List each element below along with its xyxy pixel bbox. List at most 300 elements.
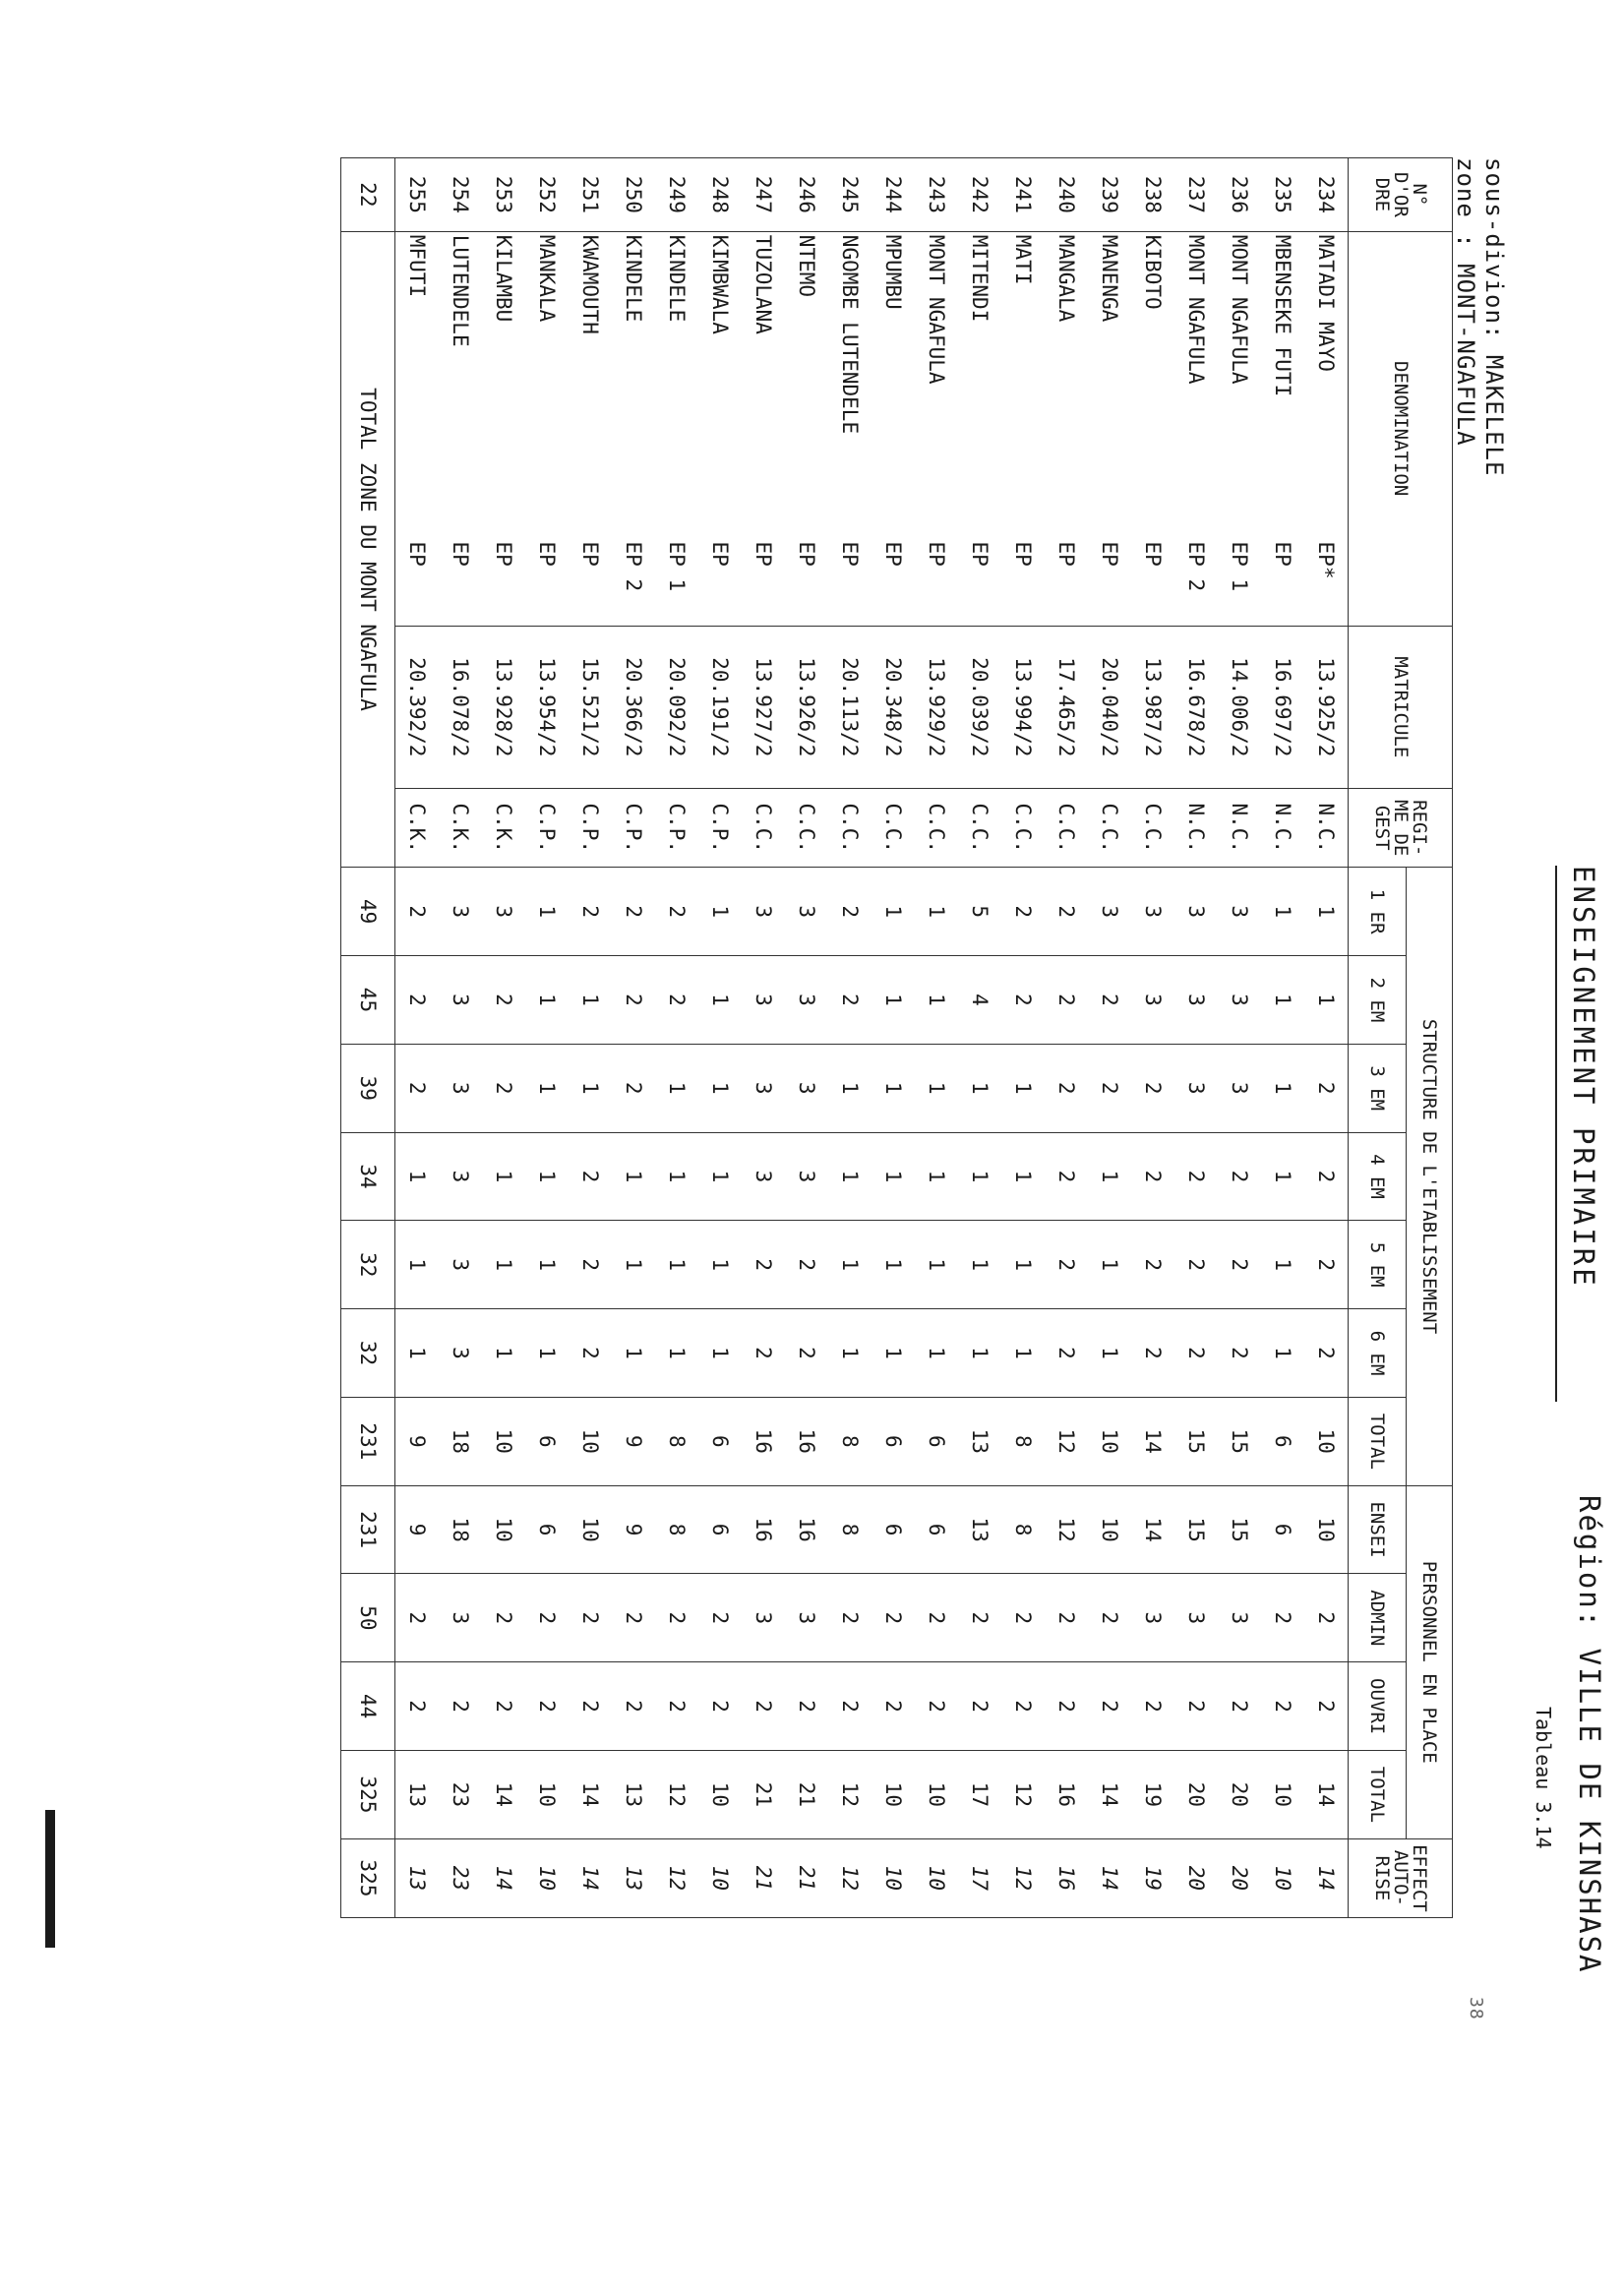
school-name: KIMBWALA [708, 234, 732, 334]
cell-denomination [525, 231, 569, 626]
cell-effectif: 12 [1001, 1838, 1045, 1917]
col-header-personnel-total: TOTAL [1349, 1751, 1407, 1839]
cell-denomination [1218, 231, 1261, 626]
total-6em: 32 [341, 1309, 395, 1398]
table-row [872, 158, 915, 1918]
school-type: EP* [1314, 541, 1338, 579]
cell-3em: 3 [1218, 1044, 1261, 1132]
cell-effectif: 12 [828, 1838, 872, 1917]
cell-num: 242 [958, 158, 1001, 232]
cell-5em: 2 [1131, 1221, 1174, 1309]
cell-num: 252 [525, 158, 569, 232]
cell-6em: 2 [1174, 1309, 1218, 1398]
cell-structure-total: 15 [1218, 1397, 1261, 1485]
cell-5em: 1 [698, 1221, 742, 1309]
cell-1er: 1 [1304, 868, 1349, 956]
school-name: MBENSEKE FUTI [1271, 234, 1294, 397]
col-header-structure-total: TOTAL [1349, 1397, 1407, 1485]
cell-ouvri: 2 [569, 1662, 612, 1751]
cell-ensei: 15 [1174, 1485, 1218, 1574]
cell-2em: 1 [569, 956, 612, 1045]
cell-admin: 2 [915, 1574, 958, 1662]
cell-6em: 2 [1131, 1309, 1174, 1398]
cell-4em: 1 [1001, 1132, 1045, 1221]
cell-denomination [872, 231, 915, 626]
cell-4em: 1 [395, 1132, 440, 1221]
cell-num: 253 [482, 158, 525, 232]
cell-regime: C.C. [828, 789, 872, 868]
cell-num: 248 [698, 158, 742, 232]
cell-regime: C.C. [872, 789, 915, 868]
cell-5em: 1 [958, 1221, 1001, 1309]
school-type: EP [449, 541, 472, 567]
cell-ouvri: 2 [395, 1662, 440, 1751]
cell-6em: 1 [915, 1309, 958, 1398]
school-name: KIBOTO [1141, 234, 1165, 310]
cell-matricule: 15.521/2 [569, 626, 612, 789]
cell-ouvri: 2 [1045, 1662, 1088, 1751]
school-name: KILAMBU [492, 234, 515, 323]
region-label: Région: VILLE DE KINSHASA [1573, 1495, 1606, 1974]
school-type: EP [1271, 541, 1294, 567]
cell-personnel-total: 13 [612, 1751, 655, 1839]
school-type: EP [1141, 541, 1165, 567]
cell-3em: 1 [655, 1044, 698, 1132]
cell-ouvri: 2 [958, 1662, 1001, 1751]
cell-matricule: 20.366/2 [612, 626, 655, 789]
cell-effectif: 12 [655, 1838, 698, 1917]
col-header-6em: 6 EM [1349, 1309, 1407, 1398]
cell-1er: 3 [785, 868, 828, 956]
cell-4em: 2 [1045, 1132, 1088, 1221]
school-type: EP 1 [665, 541, 689, 592]
cell-admin: 2 [569, 1574, 612, 1662]
totals-row [341, 158, 395, 1918]
cell-ensei: 10 [482, 1485, 525, 1574]
col-header-structure: STRUCTURE DE L'ETABLISSEMENT [1407, 868, 1453, 1485]
cell-regime: C.C. [785, 789, 828, 868]
cell-2em: 3 [439, 956, 482, 1045]
col-header-matricule: MATRICULE [1349, 626, 1453, 789]
cell-denomination [1174, 231, 1218, 626]
cell-2em: 1 [525, 956, 569, 1045]
total-label: TOTAL ZONE DU MONT NGAFULA [341, 231, 395, 868]
school-name: NTEMO [795, 234, 818, 298]
cell-personnel-total: 12 [655, 1751, 698, 1839]
scan-edge-mark [45, 1810, 55, 1948]
school-name: TUZOLANA [752, 234, 775, 334]
cell-matricule: 20.092/2 [655, 626, 698, 789]
cell-4em: 3 [785, 1132, 828, 1221]
table-row [785, 158, 828, 1918]
cell-effectif: 10 [872, 1838, 915, 1917]
cell-structure-total: 9 [395, 1397, 440, 1485]
cell-regime: N.C. [1304, 789, 1349, 868]
cell-effectif: 16 [1045, 1838, 1088, 1917]
cell-num: 255 [395, 158, 440, 232]
col-header-num: N° D'OR DRE [1349, 158, 1453, 232]
cell-6em: 1 [1261, 1309, 1304, 1398]
cell-3em: 2 [482, 1044, 525, 1132]
school-name: MONT NGAFULA [925, 234, 948, 385]
school-name: KINDELE [665, 234, 689, 323]
cell-structure-total: 14 [1131, 1397, 1174, 1485]
cell-admin: 2 [698, 1574, 742, 1662]
cell-matricule: 13.925/2 [1304, 626, 1349, 789]
cell-3em: 1 [698, 1044, 742, 1132]
cell-regime: C.P. [569, 789, 612, 868]
cell-ouvri: 2 [742, 1662, 785, 1751]
total-3em: 39 [341, 1044, 395, 1132]
cell-matricule: 13.954/2 [525, 626, 569, 789]
school-name: MATADI MAYO [1314, 234, 1338, 372]
cell-6em: 2 [742, 1309, 785, 1398]
cell-1er: 3 [1088, 868, 1131, 956]
cell-num: 247 [742, 158, 785, 232]
school-name: LUTENDELE [449, 234, 472, 347]
cell-regime: C.C. [1001, 789, 1045, 868]
cell-admin: 3 [1218, 1574, 1261, 1662]
school-type: EP [752, 541, 775, 567]
school-type: EP 2 [1184, 541, 1208, 592]
cell-1er: 2 [828, 868, 872, 956]
cell-5em: 2 [1218, 1221, 1261, 1309]
cell-regime: C.P. [698, 789, 742, 868]
cell-ensei: 10 [1088, 1485, 1131, 1574]
cell-4em: 3 [742, 1132, 785, 1221]
cell-6em: 1 [612, 1309, 655, 1398]
cell-regime: N.C. [1261, 789, 1304, 868]
cell-admin: 3 [1174, 1574, 1218, 1662]
cell-ensei: 8 [655, 1485, 698, 1574]
cell-effectif: 13 [612, 1838, 655, 1917]
table-row [1088, 158, 1131, 1918]
cell-matricule: 13.928/2 [482, 626, 525, 789]
cell-matricule: 13.927/2 [742, 626, 785, 789]
cell-5em: 1 [525, 1221, 569, 1309]
col-header-ensei: ENSEI [1349, 1485, 1407, 1574]
cell-6em: 1 [525, 1309, 569, 1398]
table-row [1304, 158, 1349, 1918]
cell-denomination [1261, 231, 1304, 626]
total-admin: 50 [341, 1574, 395, 1662]
zone-label: zone : MONT-NGAFULA [1452, 157, 1479, 447]
cell-matricule: 20.392/2 [395, 626, 440, 789]
cell-effectif: 19 [1131, 1838, 1174, 1917]
cell-regime: C.P. [655, 789, 698, 868]
school-type: EP [492, 541, 515, 567]
cell-effectif: 14 [1088, 1838, 1131, 1917]
school-type: EP [578, 541, 602, 567]
cell-structure-total: 6 [872, 1397, 915, 1485]
col-header-ouvri: OUVRI [1349, 1662, 1407, 1751]
table-row [1045, 158, 1088, 1918]
cell-num: 235 [1261, 158, 1304, 232]
total-5em: 32 [341, 1221, 395, 1309]
cell-ensei: 6 [698, 1485, 742, 1574]
cell-effectif: 23 [439, 1838, 482, 1917]
cell-4em: 1 [958, 1132, 1001, 1221]
cell-regime: N.C. [1218, 789, 1261, 868]
cell-denomination [958, 231, 1001, 626]
cell-admin: 2 [872, 1574, 915, 1662]
cell-ouvri: 2 [872, 1662, 915, 1751]
cell-personnel-total: 16 [1045, 1751, 1088, 1839]
cell-structure-total: 15 [1174, 1397, 1218, 1485]
table-reference: Tableau 3.14 [1532, 1707, 1555, 1849]
cell-4em: 1 [1088, 1132, 1131, 1221]
cell-4em: 2 [1131, 1132, 1174, 1221]
cell-regime: C.C. [742, 789, 785, 868]
cell-1er: 2 [1045, 868, 1088, 956]
col-header-regime: REGI- ME DE GEST [1349, 789, 1453, 868]
cell-4em: 1 [1261, 1132, 1304, 1221]
school-name: NGOMBE LUTENDELE [838, 234, 862, 435]
cell-personnel-total: 13 [395, 1751, 440, 1839]
cell-regime: C.C. [1045, 789, 1088, 868]
cell-personnel-total: 17 [958, 1751, 1001, 1839]
school-type: EP 2 [622, 541, 645, 592]
total-4em: 34 [341, 1132, 395, 1221]
cell-denomination [612, 231, 655, 626]
cell-ensei: 10 [1304, 1485, 1349, 1574]
cell-2em: 2 [395, 956, 440, 1045]
cell-matricule: 17.465/2 [1045, 626, 1088, 789]
table-row [742, 158, 785, 1918]
document-title: ENSEIGNEMENT PRIMAIRE [1567, 866, 1600, 1289]
cell-1er: 1 [915, 868, 958, 956]
table-row [612, 158, 655, 1918]
cell-6em: 1 [1001, 1309, 1045, 1398]
col-header-personnel: PERSONNEL EN PLACE [1407, 1485, 1453, 1838]
cell-6em: 1 [1088, 1309, 1131, 1398]
cell-ensei: 14 [1131, 1485, 1174, 1574]
cell-denomination [395, 231, 440, 626]
cell-ouvri: 2 [439, 1662, 482, 1751]
table-body [341, 158, 1349, 1918]
cell-2em: 1 [698, 956, 742, 1045]
school-type: EP [925, 541, 948, 567]
cell-personnel-total: 10 [698, 1751, 742, 1839]
cell-ensei: 6 [872, 1485, 915, 1574]
cell-ouvri: 2 [612, 1662, 655, 1751]
cell-4em: 1 [612, 1132, 655, 1221]
cell-structure-total: 6 [525, 1397, 569, 1485]
cell-3em: 1 [915, 1044, 958, 1132]
cell-personnel-total: 10 [915, 1751, 958, 1839]
cell-ouvri: 2 [525, 1662, 569, 1751]
cell-2em: 2 [655, 956, 698, 1045]
cell-ouvri: 2 [1218, 1662, 1261, 1751]
cell-3em: 1 [525, 1044, 569, 1132]
school-name: MANKALA [535, 234, 559, 323]
table-row [1261, 158, 1304, 1918]
cell-2em: 3 [785, 956, 828, 1045]
col-header-effectif: EFFECT AUTO- RISE [1349, 1838, 1453, 1917]
cell-3em: 1 [569, 1044, 612, 1132]
cell-6em: 2 [569, 1309, 612, 1398]
cell-1er: 3 [482, 868, 525, 956]
cell-5em: 2 [785, 1221, 828, 1309]
cell-ouvri: 2 [1304, 1662, 1349, 1751]
cell-1er: 2 [655, 868, 698, 956]
school-type: EP [968, 541, 992, 567]
total-ensei: 231 [341, 1485, 395, 1574]
cell-2em: 3 [1174, 956, 1218, 1045]
cell-admin: 2 [1304, 1574, 1349, 1662]
cell-regime: N.C. [1174, 789, 1218, 868]
table-row [915, 158, 958, 1918]
cell-1er: 2 [569, 868, 612, 956]
cell-matricule: 20.113/2 [828, 626, 872, 789]
cell-ensei: 6 [525, 1485, 569, 1574]
cell-4em: 3 [439, 1132, 482, 1221]
cell-1er: 2 [612, 868, 655, 956]
cell-denomination [439, 231, 482, 626]
cell-personnel-total: 12 [1001, 1751, 1045, 1839]
cell-ouvri: 2 [482, 1662, 525, 1751]
cell-effectif: 14 [1304, 1838, 1349, 1917]
cell-structure-total: 10 [482, 1397, 525, 1485]
table-row [482, 158, 525, 1918]
cell-1er: 1 [872, 868, 915, 956]
cell-personnel-total: 14 [482, 1751, 525, 1839]
cell-effectif: 10 [915, 1838, 958, 1917]
cell-denomination [1001, 231, 1045, 626]
cell-structure-total: 18 [439, 1397, 482, 1485]
cell-regime: C.C. [958, 789, 1001, 868]
cell-personnel-total: 14 [1088, 1751, 1131, 1839]
cell-matricule: 20.191/2 [698, 626, 742, 789]
cell-regime: C.C. [915, 789, 958, 868]
cell-2em: 3 [1218, 956, 1261, 1045]
cell-denomination [1088, 231, 1131, 626]
cell-denomination [569, 231, 612, 626]
cell-3em: 1 [872, 1044, 915, 1132]
cell-5em: 1 [915, 1221, 958, 1309]
table-row [395, 158, 440, 1918]
cell-ensei: 16 [742, 1485, 785, 1574]
cell-regime: C.C. [1131, 789, 1174, 868]
cell-5em: 1 [828, 1221, 872, 1309]
cell-structure-total: 9 [612, 1397, 655, 1485]
cell-num: 244 [872, 158, 915, 232]
total-1er: 49 [341, 868, 395, 956]
cell-effectif: 21 [785, 1838, 828, 1917]
cell-2em: 2 [828, 956, 872, 1045]
cell-personnel-total: 10 [1261, 1751, 1304, 1839]
school-name: KINDELE [622, 234, 645, 323]
total-structure-total: 231 [341, 1397, 395, 1485]
cell-3em: 2 [395, 1044, 440, 1132]
cell-matricule: 16.697/2 [1261, 626, 1304, 789]
cell-4em: 1 [525, 1132, 569, 1221]
cell-personnel-total: 10 [872, 1751, 915, 1839]
cell-1er: 3 [1174, 868, 1218, 956]
cell-admin: 2 [1045, 1574, 1088, 1662]
cell-ouvri: 2 [828, 1662, 872, 1751]
cell-denomination [742, 231, 785, 626]
school-name: KWAMOUTH [578, 234, 602, 334]
cell-num: 254 [439, 158, 482, 232]
cell-effectif: 14 [569, 1838, 612, 1917]
cell-1er: 1 [1261, 868, 1304, 956]
school-type: EP [838, 541, 862, 567]
table-row [828, 158, 872, 1918]
cell-structure-total: 13 [958, 1397, 1001, 1485]
cell-effectif: 10 [1261, 1838, 1304, 1917]
cell-structure-total: 6 [698, 1397, 742, 1485]
cell-admin: 2 [482, 1574, 525, 1662]
cell-structure-total: 16 [742, 1397, 785, 1485]
cell-effectif: 20 [1174, 1838, 1218, 1917]
cell-regime: C.P. [612, 789, 655, 868]
school-type: EP [405, 541, 429, 567]
cell-num: 245 [828, 158, 872, 232]
cell-2em: 4 [958, 956, 1001, 1045]
cell-5em: 1 [655, 1221, 698, 1309]
cell-1er: 3 [1218, 868, 1261, 956]
cell-num: 236 [1218, 158, 1261, 232]
cell-effectif: 21 [742, 1838, 785, 1917]
cell-4em: 1 [915, 1132, 958, 1221]
col-header-1er: 1 ER [1349, 868, 1407, 956]
cell-matricule: 13.929/2 [915, 626, 958, 789]
cell-effectif: 17 [958, 1838, 1001, 1917]
cell-5em: 1 [1088, 1221, 1131, 1309]
cell-ensei: 6 [915, 1485, 958, 1574]
cell-4em: 2 [1174, 1132, 1218, 1221]
total-personnel-total: 325 [341, 1751, 395, 1839]
cell-2em: 2 [1088, 956, 1131, 1045]
cell-ensei: 15 [1218, 1485, 1261, 1574]
school-name: MONT NGAFULA [1228, 234, 1251, 385]
total-ouvri: 44 [341, 1662, 395, 1751]
cell-regime: C.K. [482, 789, 525, 868]
cell-admin: 2 [828, 1574, 872, 1662]
cell-effectif: 20 [1218, 1838, 1261, 1917]
cell-2em: 2 [482, 956, 525, 1045]
school-type: EP [881, 541, 905, 567]
cell-1er: 2 [1001, 868, 1045, 956]
cell-regime: C.C. [1088, 789, 1131, 868]
cell-3em: 3 [742, 1044, 785, 1132]
cell-ouvri: 2 [1261, 1662, 1304, 1751]
cell-personnel-total: 23 [439, 1751, 482, 1839]
cell-6em: 2 [1218, 1309, 1261, 1398]
page-number: 38 [1466, 1997, 1486, 2020]
table-row [569, 158, 612, 1918]
cell-effectif: 10 [698, 1838, 742, 1917]
cell-3em: 3 [1174, 1044, 1218, 1132]
school-type: EP [1054, 541, 1078, 567]
cell-matricule: 13.987/2 [1131, 626, 1174, 789]
cell-6em: 1 [482, 1309, 525, 1398]
cell-2em: 1 [915, 956, 958, 1045]
total-count: 22 [341, 158, 395, 232]
cell-3em: 1 [958, 1044, 1001, 1132]
cell-5em: 1 [612, 1221, 655, 1309]
cell-num: 243 [915, 158, 958, 232]
cell-5em: 1 [1001, 1221, 1045, 1309]
cell-num: 246 [785, 158, 828, 232]
cell-6em: 1 [698, 1309, 742, 1398]
cell-personnel-total: 10 [525, 1751, 569, 1839]
cell-admin: 2 [1088, 1574, 1131, 1662]
cell-num: 239 [1088, 158, 1131, 232]
schools-table [340, 157, 1453, 1918]
cell-3em: 2 [1304, 1044, 1349, 1132]
